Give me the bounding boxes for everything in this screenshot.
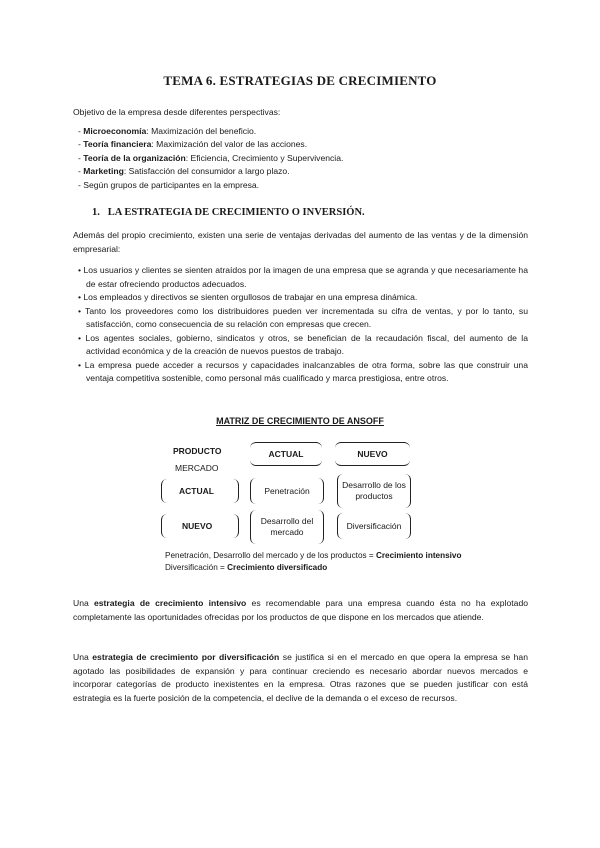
matrix-cell-desarrollo-mercado: Desarrollo del mercado [250, 510, 324, 544]
list-item: - Marketing: Satisfacción del consumidor a largo plazo. [78, 165, 343, 178]
matrix-cell-desarrollo-productos: Desarrollo de los productos [337, 474, 411, 508]
matrix-row-header-producto: PRODUCTO [173, 446, 222, 456]
list-item: • Los agentes sociales, gobierno, sindicatos y otros, se benefician de la recaudación fiscal, del aumento de la actividad económica y de la creación de nuevos puestos de trabajo. [78, 332, 528, 359]
intro-text: Objetivo de la empresa desde diferentes perspectivas: [73, 107, 281, 117]
matrix-cell-diversificacion: Diversificación [337, 513, 411, 539]
section-title: LA ESTRATEGIA DE CRECIMIENTO O INVERSIÓN. [107, 207, 365, 218]
list-item: - Teoría financiera: Maximización del valor de las acciones. [78, 138, 343, 151]
list-item: • Tanto los proveedores como los distribuidores pueden ver incrementada su cifra de ventas, y por lo tanto, su satisfacción, como consecuencia de su relación con empresas que crecen. [78, 305, 528, 332]
section-number: 1. [92, 207, 100, 218]
paragraph-diversificacion: Una estrategia de crecimiento por diversificación se justifica si en el mercado en que opera la empresa se han agotado las posibilidades de expansión y para continuar creciendo es necesario abordar nuevos mercados e incorporar categorías de producto inexistentes en la empresa. Otras razones que se pueden justificar con está estrategia es la fuerte posición de la competencia, el declive de la demanda o el exceso de recursos. [73, 652, 528, 703]
perspectives-list [78, 125, 343, 192]
matrix-row-nuevo: NUEVO [182, 521, 213, 531]
matrix-note-diversificado: Diversificación = Crecimiento diversificado [165, 563, 328, 572]
list-item: - Teoría de la organización: Eficiencia, Crecimiento y Supervivencia. [78, 152, 343, 165]
matrix-cell-penetracion: Penetración [250, 478, 324, 504]
matrix-row-header-mercado: MERCADO [175, 463, 219, 473]
list-item: - Según grupos de participantes en la empresa. [78, 179, 343, 192]
list-item: • Los empleados y directivos se sienten orgullosos de trabajar en una empresa dinámica. [78, 291, 528, 305]
matrix-row-actual: ACTUAL [179, 486, 214, 496]
section-heading [92, 207, 365, 218]
section-lead: Además del propio crecimiento, existen una serie de ventajas derivadas del aumento de las ventas y de la dimensión empresarial: [73, 230, 528, 254]
paragraph-intensivo: Una estrategia de crecimiento intensivo es recomendable para una empresa cuando ésta no ha explotado completamente las oportunidades ofrecidas por los productos de que dispone en los mercados que atiende. [73, 598, 528, 622]
page-title: TEMA 6. ESTRATEGIAS DE CRECIMIENTO [163, 73, 437, 88]
advantages-list [78, 264, 528, 386]
list-item: • Los usuarios y clientes se sienten atraídos por la imagen de una empresa que se agranda y que necesariamente ha de estar ofreciendo productos adecuados. [78, 264, 528, 291]
matrix-title: MATRIZ DE CRECIMIENTO DE ANSOFF [216, 416, 384, 426]
matrix-col-nuevo: NUEVO [335, 442, 410, 466]
matrix-col-actual: ACTUAL [250, 442, 322, 466]
list-item: - Microeconomía: Maximización del beneficio. [78, 125, 343, 138]
list-item: • La empresa puede acceder a recursos y capacidades inalcanzables de otra forma, sobre las que construir una ventaja competitiva sostenible, como personal más cualificado y marca prestigiosa, entre otros. [78, 359, 528, 386]
matrix-note-intensivo: Penetración, Desarrollo del mercado y de los productos = Crecimiento intensivo [165, 551, 462, 560]
